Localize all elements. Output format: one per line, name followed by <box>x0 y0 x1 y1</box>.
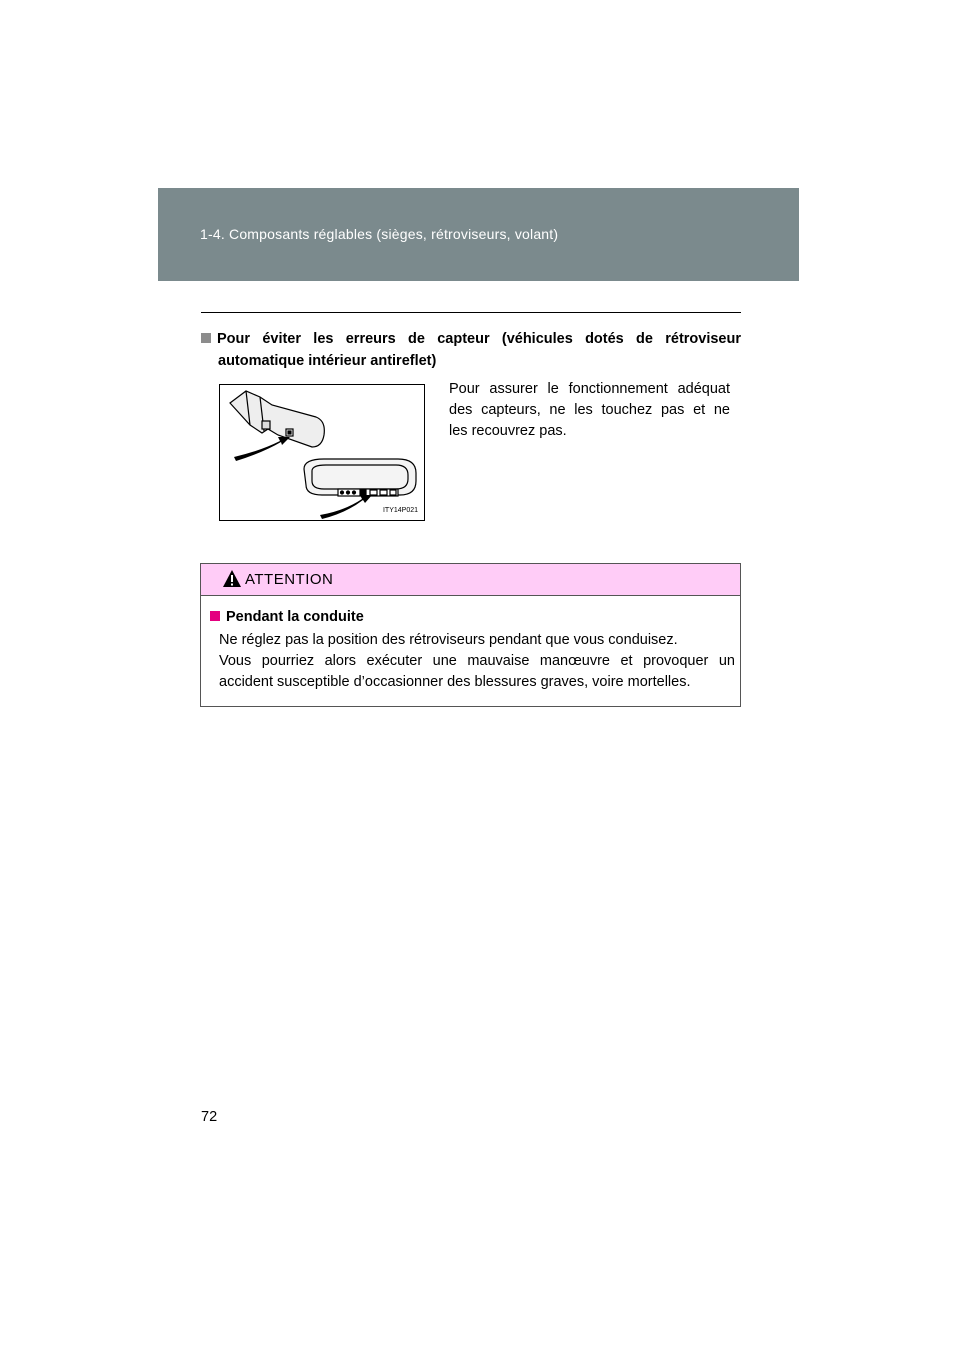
bullet-square-icon <box>210 611 220 621</box>
section-body-line: des capteurs, ne les touchez pas et ne <box>449 402 730 418</box>
chapter-header <box>158 188 799 281</box>
chapter-title: 1-4. Composants réglables (sièges, rétroviseurs, volant) <box>200 226 559 242</box>
warning-header <box>201 564 740 596</box>
section-heading-line1: Pour éviter les erreurs de capteur (véhicules dotés de rétroviseur <box>217 331 741 347</box>
page-number: 72 <box>201 1109 218 1125</box>
warning-body-line: Ne réglez pas la position des rétroviseurs pendant que vous conduisez. <box>219 632 678 648</box>
section-body-line: Pour assurer le fonctionnement adéquat <box>449 381 730 397</box>
section-body <box>449 379 730 442</box>
warning-title: ATTENTION <box>245 571 334 588</box>
section-body-line: les recouvrez pas. <box>449 423 567 439</box>
warning-body <box>219 630 735 693</box>
mirror-sensor-illustration <box>219 384 425 521</box>
warning-body-line: Vous pourriez alors exécuter une mauvaise manœuvre et provoquer un <box>219 653 735 669</box>
section-heading-line2: automatique intérieur antireflet) <box>218 353 437 369</box>
warning-subheading: Pendant la conduite <box>210 609 364 625</box>
bullet-square-icon <box>201 333 211 343</box>
warning-box <box>200 563 741 707</box>
divider <box>201 312 741 313</box>
rearview-mirror-icon <box>220 385 426 522</box>
warning-triangle-icon <box>222 569 242 588</box>
figure-code: ITY14P021 <box>382 507 418 514</box>
warning-body-line: accident susceptible d’occasionner des blessures graves, voire mortelles. <box>219 674 691 690</box>
section-heading <box>201 328 741 372</box>
